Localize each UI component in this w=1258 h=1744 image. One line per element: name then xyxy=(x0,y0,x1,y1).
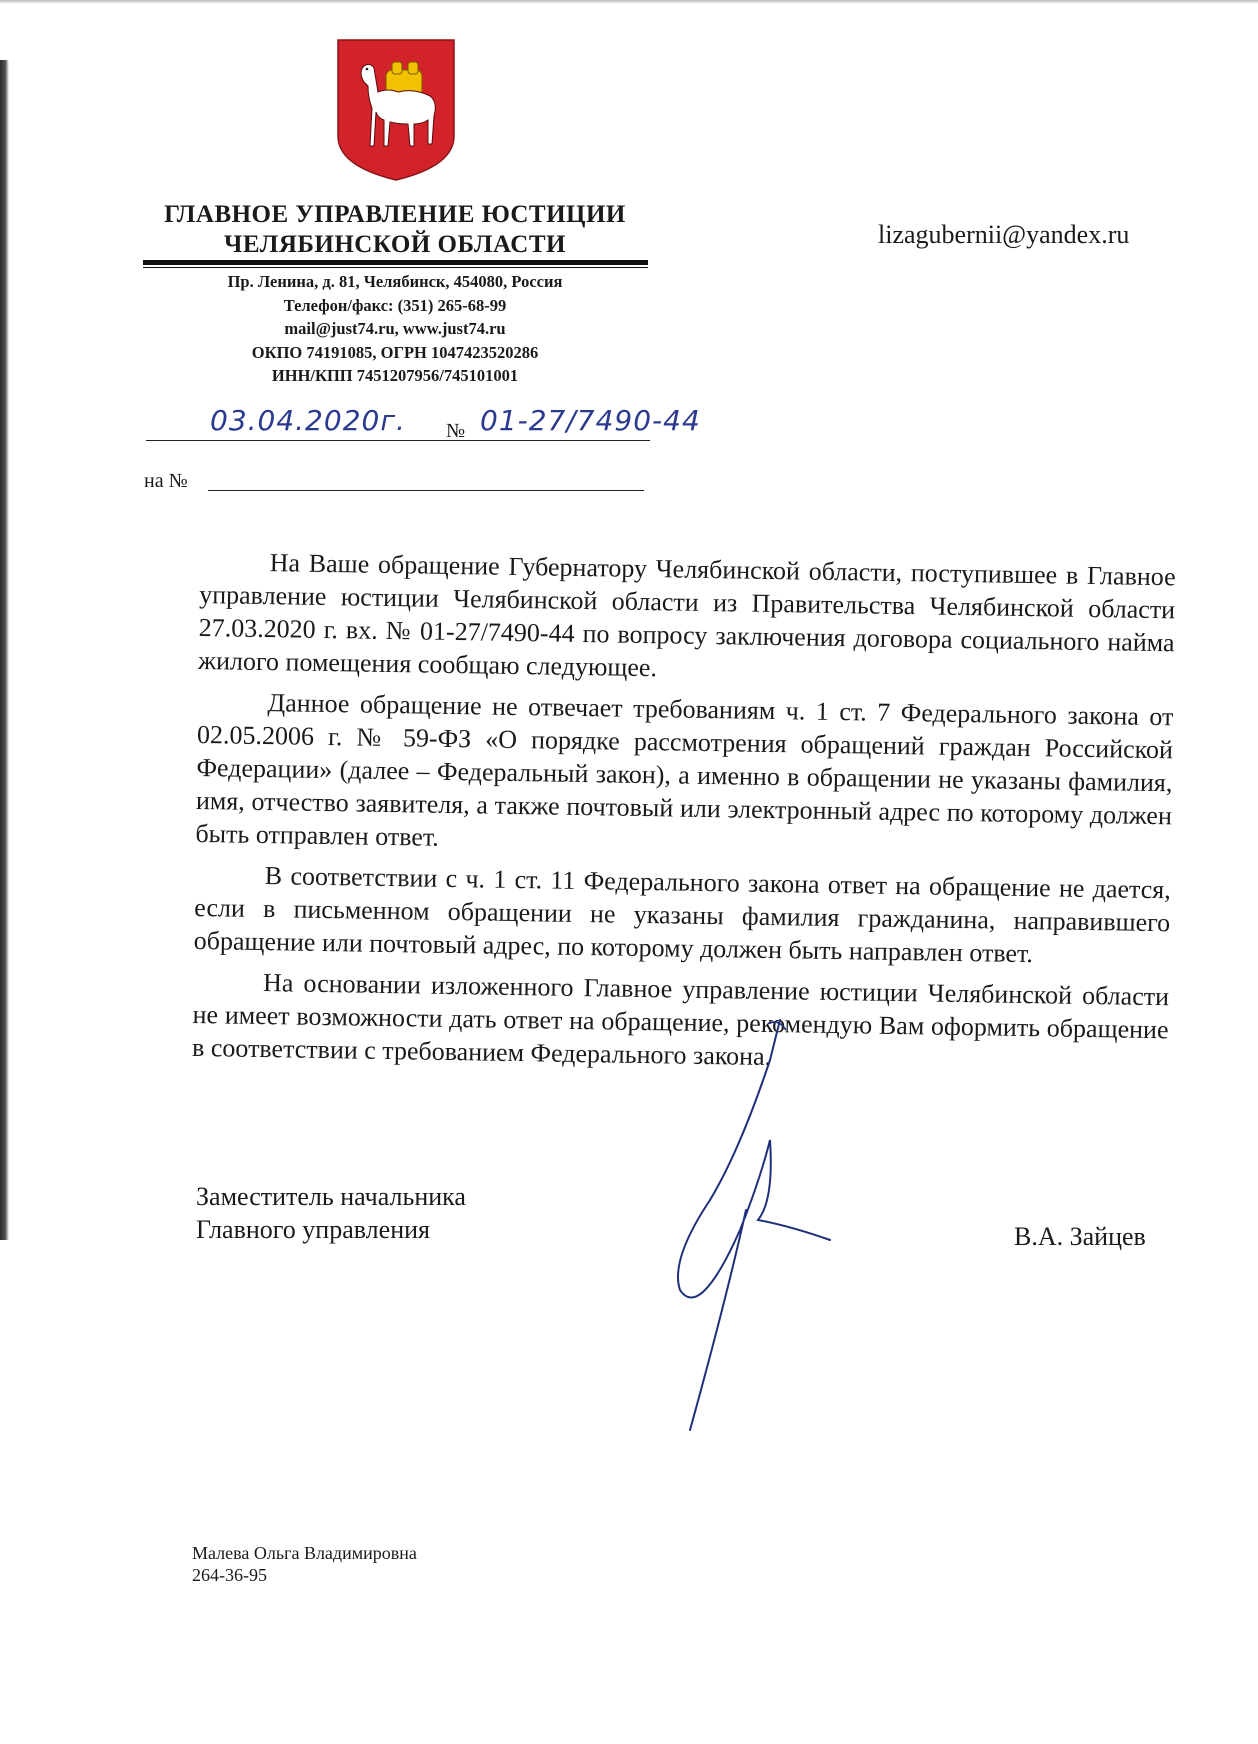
letterhead xyxy=(140,200,650,260)
signer-position-line1: Заместитель начальника xyxy=(196,1182,466,1211)
signer-position xyxy=(196,1180,466,1246)
org-address: Пр. Ленина, д. 81, Челябинск, 454080, Россия xyxy=(227,272,563,291)
outgoing-number: 01-27/7490-44 xyxy=(480,404,701,437)
na-underline xyxy=(208,490,644,491)
org-name-line2: ЧЕЛЯБИНСКОЙ ОБЛАСТИ xyxy=(224,231,566,258)
executor-name: Малева Ольга Владимировна xyxy=(192,1543,417,1563)
body-paragraph: На Ваше обращение Губернатору Челябинской области, поступившее в Главное управление юстиции Челябинской области из Правительства Челябинской области 27.03.2020 г. вх. № 01-27/7490-44 по вопросу заключения договора социального найма жилого помещения сообщаю следующее. xyxy=(197,548,1176,683)
outgoing-date: 03.04.2020г. xyxy=(210,404,406,437)
outgoing-reference xyxy=(140,404,710,454)
body-paragraph: В соответствии с ч. 1 ст. 11 Федерального закона ответ на обращение не дается, если в письменном обращении не указаны фамилия гражданина, направившего обращение или почтовый адрес, по которому должен быть направлен ответ. xyxy=(193,861,1171,969)
org-phone: Телефон/факс: (351) 265-68-99 xyxy=(283,295,507,315)
org-name-line1: ГЛАВНОЕ УПРАВЛЕНИЕ ЮСТИЦИИ xyxy=(164,201,626,228)
scan-top-edge xyxy=(0,0,1258,4)
org-okpo-ogrn: ОКПО 74191085, ОГРН 1047423520286 xyxy=(251,342,539,362)
executor-phone: 264-36-95 xyxy=(192,1565,267,1585)
scan-left-edge xyxy=(0,60,9,1240)
org-inn-kpp: ИНН/КПП 7451207956/745101001 xyxy=(271,366,519,385)
number-label: № xyxy=(446,420,466,442)
header-rule-thick xyxy=(143,260,648,265)
executor-info xyxy=(192,1542,417,1586)
body-paragraph: Данное обращение не отвечает требованиям ч. 1 ст. 7 Федерального закона от 02.05.2006 г. № 59-ФЗ «О порядке рассмотрения обращений граждан Российской Федерации» (далее – Федеральный закон), а именно в обращении не указаны фамилия, имя, отчество заявителя, а также почтовый или электронный адрес по которому должен быть отправлен ответ. xyxy=(195,688,1174,852)
org-contacts xyxy=(160,270,630,388)
handwritten-signature-icon xyxy=(650,1000,850,1440)
body-paragraph: На основании изложенного Главное управление юстиции Челябинской области не имеет возможности дать ответ на обращение, рекомендую Вам оформить обращение в соответствии с требованием Федерального закона. xyxy=(191,968,1170,1072)
na-label: на № xyxy=(144,470,188,492)
signer-name: В.А. Зайцев xyxy=(1014,1222,1146,1251)
header-rule-thin xyxy=(143,267,648,268)
number-underline xyxy=(470,440,650,441)
incoming-reference xyxy=(144,470,644,500)
coat-of-arms-icon xyxy=(334,36,458,184)
org-web: mail@just74.ru, www.just74.ru xyxy=(284,319,506,338)
addressee-email: lizagubernii@yandex.ru xyxy=(878,220,1130,249)
signer-position-line2: Главного управления xyxy=(196,1215,430,1244)
